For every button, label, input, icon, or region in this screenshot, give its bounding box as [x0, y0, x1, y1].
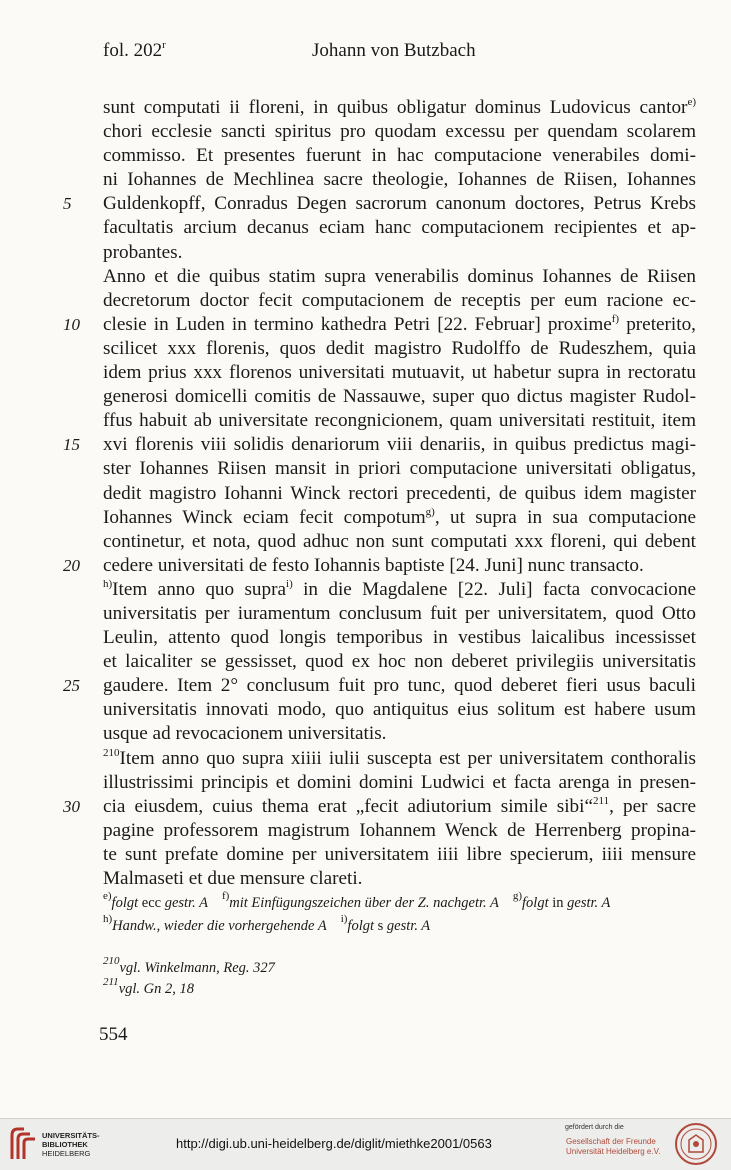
text-run: ecc [138, 895, 165, 911]
text-run: pagine professorem magistrum Iohannem Wenck de Herrenberg propina- [103, 819, 696, 841]
line-number: 5 [63, 194, 72, 214]
text-run: preterito, [619, 313, 696, 335]
university-seal-icon [674, 1122, 718, 1166]
text-run: illustrissimi principis et domini domini Ludwici et facta arenga in presen- [103, 771, 696, 793]
line-number: 15 [63, 435, 80, 455]
text-line [63, 312, 696, 337]
text-run: in [548, 895, 568, 911]
text-run: et laicaliter se gessisset, quod ex hoc non deberet privilegiis universitatis [103, 651, 696, 673]
note-marker: 210 [103, 746, 120, 759]
text-line [63, 433, 696, 457]
text-line [103, 265, 696, 289]
note-marker: 211 [593, 794, 610, 807]
text-line [103, 144, 696, 168]
text-run: Item anno quo supra xiiii iulii suscepta est per universitatem conthoralis [119, 747, 696, 769]
apparatus-line [103, 915, 696, 938]
line-number: 25 [63, 676, 80, 696]
text-run: in die Magdalene [22. Juli] facta convocacione [292, 578, 696, 600]
text-line [103, 867, 696, 891]
text-run: usque ad revocacionem universitatis. [103, 723, 387, 745]
text-line [63, 674, 696, 698]
reference-text: vgl. Winkelmann, Reg. 327 [119, 960, 275, 976]
text-line [103, 771, 696, 795]
note-marker: e) [687, 96, 696, 108]
note-marker: h) [103, 577, 113, 590]
text-line [103, 216, 696, 240]
text-run: Item anno quo supra [112, 578, 287, 600]
text-line [103, 361, 696, 385]
text-run: gaudere. Item 2° conclusum fuit pro tunc, quod deberet fieri usus baculi [103, 675, 696, 697]
text-line [103, 337, 696, 361]
text-run: Guldenkopff, Conradus Degen sacrorum canonum doctores, Petrus Krebs [103, 193, 696, 215]
note-marker: e) [103, 890, 112, 902]
text-line [103, 722, 696, 746]
text-line [103, 96, 696, 120]
italic-text: mit Einfügungszeichen über der Z. nachgetr. A [229, 895, 499, 911]
text-line [63, 192, 696, 216]
text-line [103, 650, 696, 674]
text-line [103, 530, 696, 554]
text-run: te sunt prefate domine per universitatem iiii libre specierum, iiii mensure [103, 843, 696, 865]
italic-text: folgt [111, 895, 139, 911]
text-run: Anno et die quibus statim supra venerabilis dominus Iohannes de Riisen [103, 265, 696, 287]
text-run: ffus habuit ab universitate recongnicionem, quam universitati restituit, item [103, 410, 696, 432]
text-run: commisso. Et presentes fuerunt in hac computacione venerabiles domi- [103, 145, 696, 167]
text-line [103, 120, 696, 144]
critical-apparatus [103, 892, 696, 938]
note-marker: f) [611, 312, 620, 325]
note-marker: 210 [103, 955, 120, 967]
sponsor-label: gefördert durch die [565, 1124, 624, 1131]
text-run: Leulin, attento quod longis temporibus in vestibus laicalibus incessisset [103, 627, 696, 649]
text-run: generosi domicelli comitis de Nassauwe, super quo dictus magister Rudol- [103, 386, 696, 408]
note-marker: h) [103, 913, 113, 925]
text-run: universitatis per iuramentum conclusum fuit per universitatem, quod Otto [103, 602, 696, 624]
text-run: idem prius xxx florenos universitati mutuavit, ut habetur supra in rectoratu [103, 362, 696, 384]
text-run: scilicet xxx florenis, quos dedit magistro Rudolffo de Rudeszhem, quia [103, 337, 696, 359]
text-line [103, 747, 696, 771]
reference-line [103, 976, 275, 1000]
text-run: probantes. [103, 241, 183, 263]
text-run: chori ecclesie sancti spiritus pro quodam excessu per quendam scolarem [103, 121, 696, 143]
note-marker: g) [512, 890, 523, 902]
text-run: decretorum doctor fecit computacionem de receptis per eum racione ec- [103, 289, 696, 311]
text-line [103, 482, 696, 506]
text-run: ni Iohannes de Mechlinea sacre theologie, Iohannes de Riisen, Iohannes [103, 169, 696, 191]
text-line [103, 819, 696, 843]
reference-line [103, 955, 275, 979]
running-title: Johann von Butzbach [312, 40, 476, 61]
text-line [103, 457, 696, 481]
italic-text: folgt [347, 918, 375, 934]
text-run: xvi florenis viii solidis denariorum viii denariis, in quibus predictus magi- [103, 434, 696, 456]
page-number: 554 [99, 1024, 128, 1045]
text-run: clesie in Luden in termino kathedra Petri [22. Februar] proxime [103, 313, 612, 335]
commentary-notes [103, 955, 275, 1000]
apparatus-line [103, 892, 696, 915]
text-line [103, 409, 696, 433]
library-name: UNIVERSITÄTS- BIBLIOTHEK HEIDELBERG [42, 1131, 100, 1158]
text-line [63, 554, 696, 578]
text-line [103, 385, 696, 409]
text-run: s [374, 918, 387, 934]
text-line [103, 241, 696, 265]
text-line [103, 168, 696, 192]
reference-text: vgl. Gn 2, 18 [118, 981, 194, 997]
text-line [103, 602, 696, 626]
line-number: 10 [63, 314, 80, 334]
society-name: Gesellschaft der Freunde Universität Heidelberg e.V. [566, 1137, 661, 1156]
text-line [103, 289, 696, 313]
text-run: cia eiusdem, cuius thema erat „fecit adiutorium simile sibi“ [103, 795, 593, 817]
university-library-logo-icon [8, 1125, 38, 1163]
text-run: , per sacre [609, 795, 696, 817]
folio-label: fol. 202$^r$ [103, 39, 166, 61]
text-run: Iohannes Winck eciam fecit compotum [103, 506, 426, 528]
note-marker: i) [340, 913, 348, 925]
text-run: sunt computati ii floreni, in quibus obligatur dominus Ludovicus cantor [103, 97, 688, 118]
text-run: Malmaseti et due mensure clareti. [103, 868, 363, 889]
main-text [63, 96, 697, 891]
italic-text: gestr. A [386, 918, 431, 934]
note-marker: f) [221, 890, 230, 902]
note-marker: g) [425, 505, 435, 518]
text-run: dedit magistro Iohanni Winck rectori precedenti, de quibus idem magister [103, 482, 696, 504]
italic-text: gestr. A [164, 895, 208, 911]
text-run: facultatis arcium decanus eciam hanc computacionem recipientes et ap- [103, 217, 696, 239]
text-run: ster Iohannes Riisen mansit in priori computacione universitati obligatus, [103, 458, 696, 480]
text-line [103, 506, 696, 530]
italic-text: folgt [522, 895, 549, 911]
permalink-link[interactable]: http://digi.ub.uni-heidelberg.de/diglit/miethke2001/0563 [176, 1136, 492, 1151]
text-line [103, 578, 696, 602]
italic-text: gestr. A [567, 895, 611, 911]
text-run: universitatis innovati modo, quo antiquitus eius solitum est habere usum [103, 699, 696, 721]
text-line [103, 843, 696, 867]
text-line [63, 794, 696, 819]
italic-text: Handw., wieder die vorhergehende A [112, 918, 327, 934]
text-run: cedere universitati de festo Iohannis baptiste [24. Juni] nunc transacto. [103, 554, 644, 576]
text-run: , ut supra in sua computacione [434, 506, 697, 528]
digitization-footer [0, 1118, 731, 1170]
note-marker: 211 [103, 976, 119, 988]
line-number: 30 [63, 796, 80, 816]
text-line [103, 698, 696, 722]
line-number: 20 [63, 555, 80, 575]
note-marker: i) [286, 577, 293, 590]
text-run: continetur, et nota, quod adhuc non sunt computati xxx floreni, qui debent [103, 530, 696, 552]
text-line [103, 626, 696, 650]
